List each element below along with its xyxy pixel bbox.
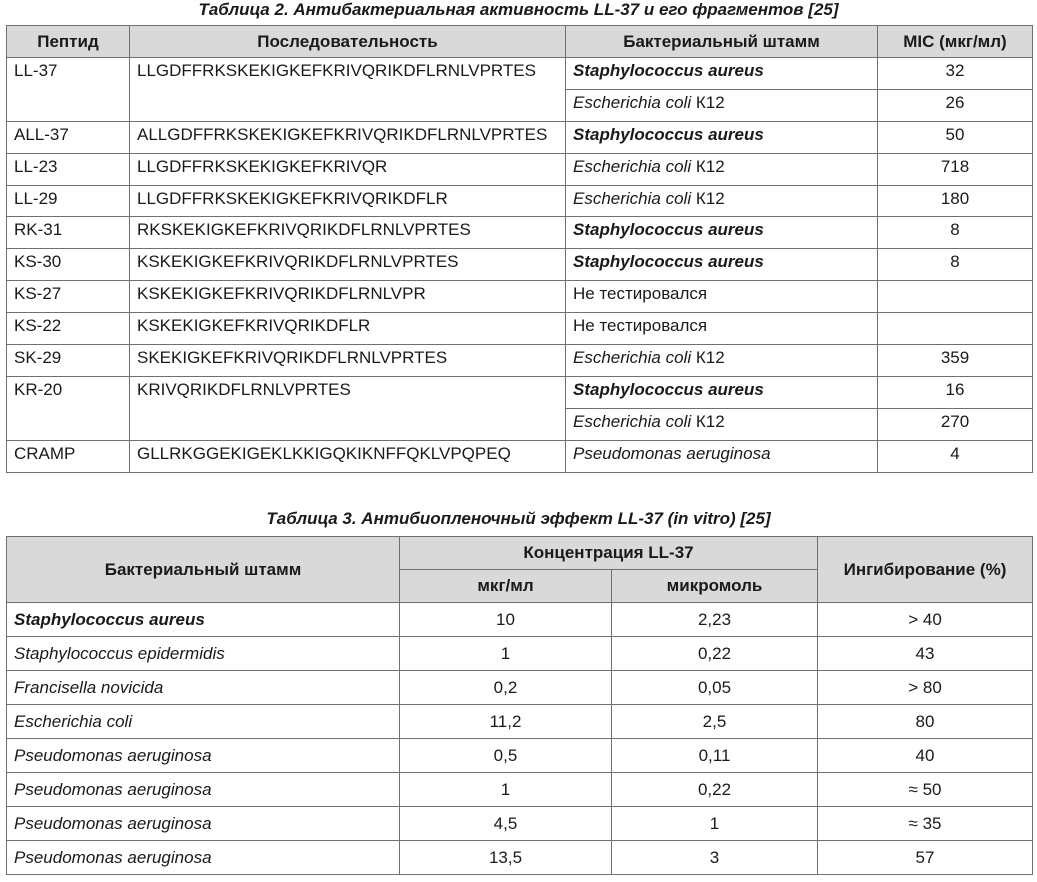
strain-cell — [566, 345, 878, 377]
inhibition-cell: > 80 — [818, 671, 1033, 705]
strain-species: Escherichia coli — [573, 411, 692, 431]
header-ug-ml: мкг/мл — [400, 570, 612, 603]
strain-suffix: К12 — [691, 348, 725, 368]
table-row — [7, 217, 1033, 249]
sequence-cell: ALLGDFFRKSKEKIGKEFKRIVQRIKDFLRNLVPRTES — [130, 121, 566, 153]
umol-cell: 1 — [612, 807, 818, 841]
strain-cell: Staphylococcus aureus — [566, 121, 878, 153]
strain-species: Escherichia coli — [573, 92, 692, 112]
strain-cell: Staphylococcus aureus — [566, 249, 878, 281]
header-sequence: Последовательность — [130, 26, 566, 58]
table3-caption: Таблица 3. Антибиопленочный эффект LL-37 (in vitro) [25] — [266, 509, 771, 528]
header-strain: Бактериальный штамм — [7, 537, 400, 603]
sequence-cell: KSKEKIGKEFKRIVQRIKDFLRNLVPRTES — [130, 249, 566, 281]
ug-ml-cell: 1 — [400, 637, 612, 671]
table-row — [7, 376, 1033, 408]
peptide-cell: LL-29 — [7, 185, 130, 217]
umol-cell: 0,05 — [612, 671, 818, 705]
ug-ml-cell: 11,2 — [400, 705, 612, 739]
strain-species: Escherichia coli — [573, 348, 692, 368]
peptide-cell: SK-29 — [7, 345, 130, 377]
strain-cell: Staphylococcus epidermidis — [7, 637, 400, 671]
inhibition-cell: ≈ 50 — [818, 773, 1033, 807]
inhibition-cell: ≈ 35 — [818, 807, 1033, 841]
mic-cell: 4 — [878, 440, 1033, 472]
strain-cell — [566, 408, 878, 440]
sequence-cell: SKEKIGKEFKRIVQRIKDFLRNLVPRTES — [130, 345, 566, 377]
mic-cell: 32 — [878, 58, 1033, 90]
umol-cell: 2,23 — [612, 603, 818, 637]
sequence-cell: LLGDFFRKSKEKIGKEFKRIVQRIKDFLRNLVPRTES — [130, 58, 566, 122]
table-row — [7, 440, 1033, 472]
umol-cell: 0,22 — [612, 773, 818, 807]
table-row — [7, 185, 1033, 217]
peptide-cell: KS-22 — [7, 313, 130, 345]
strain-cell: Staphylococcus aureus — [566, 376, 878, 408]
header-peptide: Пептид — [7, 26, 130, 58]
strain-cell — [566, 89, 878, 121]
strain-cell — [566, 185, 878, 217]
table-row — [7, 705, 1033, 739]
ug-ml-cell: 0,5 — [400, 739, 612, 773]
table-row — [7, 313, 1033, 345]
table3-header-row — [7, 537, 1033, 570]
strain-suffix: К12 — [691, 92, 725, 112]
strain-cell: Francisella novicida — [7, 671, 400, 705]
table-row — [7, 121, 1033, 153]
table-row — [7, 739, 1033, 773]
table-row — [7, 637, 1033, 671]
umol-cell: 2,5 — [612, 705, 818, 739]
mic-cell: 16 — [878, 376, 1033, 408]
mic-cell: 26 — [878, 89, 1033, 121]
strain-cell: Pseudomonas aeruginosa — [7, 807, 400, 841]
peptide-cell: ALL-37 — [7, 121, 130, 153]
table2-caption: Таблица 2. Антибактериальная активность LL-37 и его фрагментов [25] — [198, 0, 839, 19]
mic-cell: 8 — [878, 217, 1033, 249]
mic-cell: 718 — [878, 153, 1033, 185]
inhibition-cell: 57 — [818, 841, 1033, 875]
inhibition-cell: 80 — [818, 705, 1033, 739]
mic-cell: 270 — [878, 408, 1033, 440]
strain-species: Escherichia coli — [573, 188, 692, 208]
sequence-cell: KSKEKIGKEFKRIVQRIKDFLR — [130, 313, 566, 345]
sequence-cell: GLLRKGGEKIGEKLKKIGQKIKNFFQKLVPQPEQ — [130, 440, 566, 472]
strain-cell: Не тестировался — [566, 281, 878, 313]
peptide-cell: KR-20 — [7, 376, 130, 440]
header-mic: MIC (мкг/мл) — [878, 26, 1033, 58]
strain-cell — [566, 153, 878, 185]
peptide-cell: KS-30 — [7, 249, 130, 281]
umol-cell: 0,11 — [612, 739, 818, 773]
peptide-cell: CRAMP — [7, 440, 130, 472]
strain-suffix: К12 — [691, 188, 725, 208]
inhibition-cell: > 40 — [818, 603, 1033, 637]
ug-ml-cell: 10 — [400, 603, 612, 637]
peptide-cell: LL-23 — [7, 153, 130, 185]
table-row — [7, 671, 1033, 705]
mic-cell — [878, 281, 1033, 313]
strain-cell: Escherichia coli — [7, 705, 400, 739]
peptide-cell: RK-31 — [7, 217, 130, 249]
table-row — [7, 841, 1033, 875]
mic-cell: 50 — [878, 121, 1033, 153]
sequence-cell: LLGDFFRKSKEKIGKEFKRIVQRIKDFLR — [130, 185, 566, 217]
antibacterial-activity-table — [6, 25, 1033, 473]
table-row — [7, 58, 1033, 90]
header-concentration: Концентрация LL-37 — [400, 537, 818, 570]
strain-cell: Не тестировался — [566, 313, 878, 345]
table2-header-row — [7, 26, 1033, 58]
mic-cell: 359 — [878, 345, 1033, 377]
strain-cell: Staphylococcus aureus — [7, 603, 400, 637]
strain-suffix: К12 — [691, 156, 725, 176]
strain-suffix: К12 — [691, 411, 725, 431]
table-row — [7, 603, 1033, 637]
peptide-cell: KS-27 — [7, 281, 130, 313]
strain-cell: Staphylococcus aureus — [566, 217, 878, 249]
header-inhibition: Ингибирование (%) — [818, 537, 1033, 603]
antibiofilm-effect-table — [6, 536, 1033, 875]
ug-ml-cell: 13,5 — [400, 841, 612, 875]
sequence-cell: KSKEKIGKEFKRIVQRIKDFLRNLVPR — [130, 281, 566, 313]
strain-cell: Pseudomonas aeruginosa — [7, 841, 400, 875]
strain-cell: Pseudomonas aeruginosa — [566, 440, 878, 472]
strain-cell: Pseudomonas aeruginosa — [7, 739, 400, 773]
sequence-cell: LLGDFFRKSKEKIGKEFKRIVQR — [130, 153, 566, 185]
ug-ml-cell: 0,2 — [400, 671, 612, 705]
sequence-cell: KRIVQRIKDFLRNLVPRTES — [130, 376, 566, 440]
mic-cell: 180 — [878, 185, 1033, 217]
umol-cell: 0,22 — [612, 637, 818, 671]
table-row — [7, 773, 1033, 807]
strain-species: Escherichia coli — [573, 156, 692, 176]
table-row — [7, 807, 1033, 841]
mic-cell — [878, 313, 1033, 345]
table-row — [7, 281, 1033, 313]
inhibition-cell: 43 — [818, 637, 1033, 671]
ug-ml-cell: 4,5 — [400, 807, 612, 841]
strain-cell: Pseudomonas aeruginosa — [7, 773, 400, 807]
inhibition-cell: 40 — [818, 739, 1033, 773]
ug-ml-cell: 1 — [400, 773, 612, 807]
sequence-cell: RKSKEKIGKEFKRIVQRIKDFLRNLVPRTES — [130, 217, 566, 249]
umol-cell: 3 — [612, 841, 818, 875]
peptide-cell: LL-37 — [7, 58, 130, 122]
table-row — [7, 249, 1033, 281]
header-umol: микромоль — [612, 570, 818, 603]
mic-cell: 8 — [878, 249, 1033, 281]
strain-cell: Staphylococcus aureus — [566, 58, 878, 90]
header-strain: Бактериальный штамм — [566, 26, 878, 58]
table-row — [7, 345, 1033, 377]
table-row — [7, 153, 1033, 185]
